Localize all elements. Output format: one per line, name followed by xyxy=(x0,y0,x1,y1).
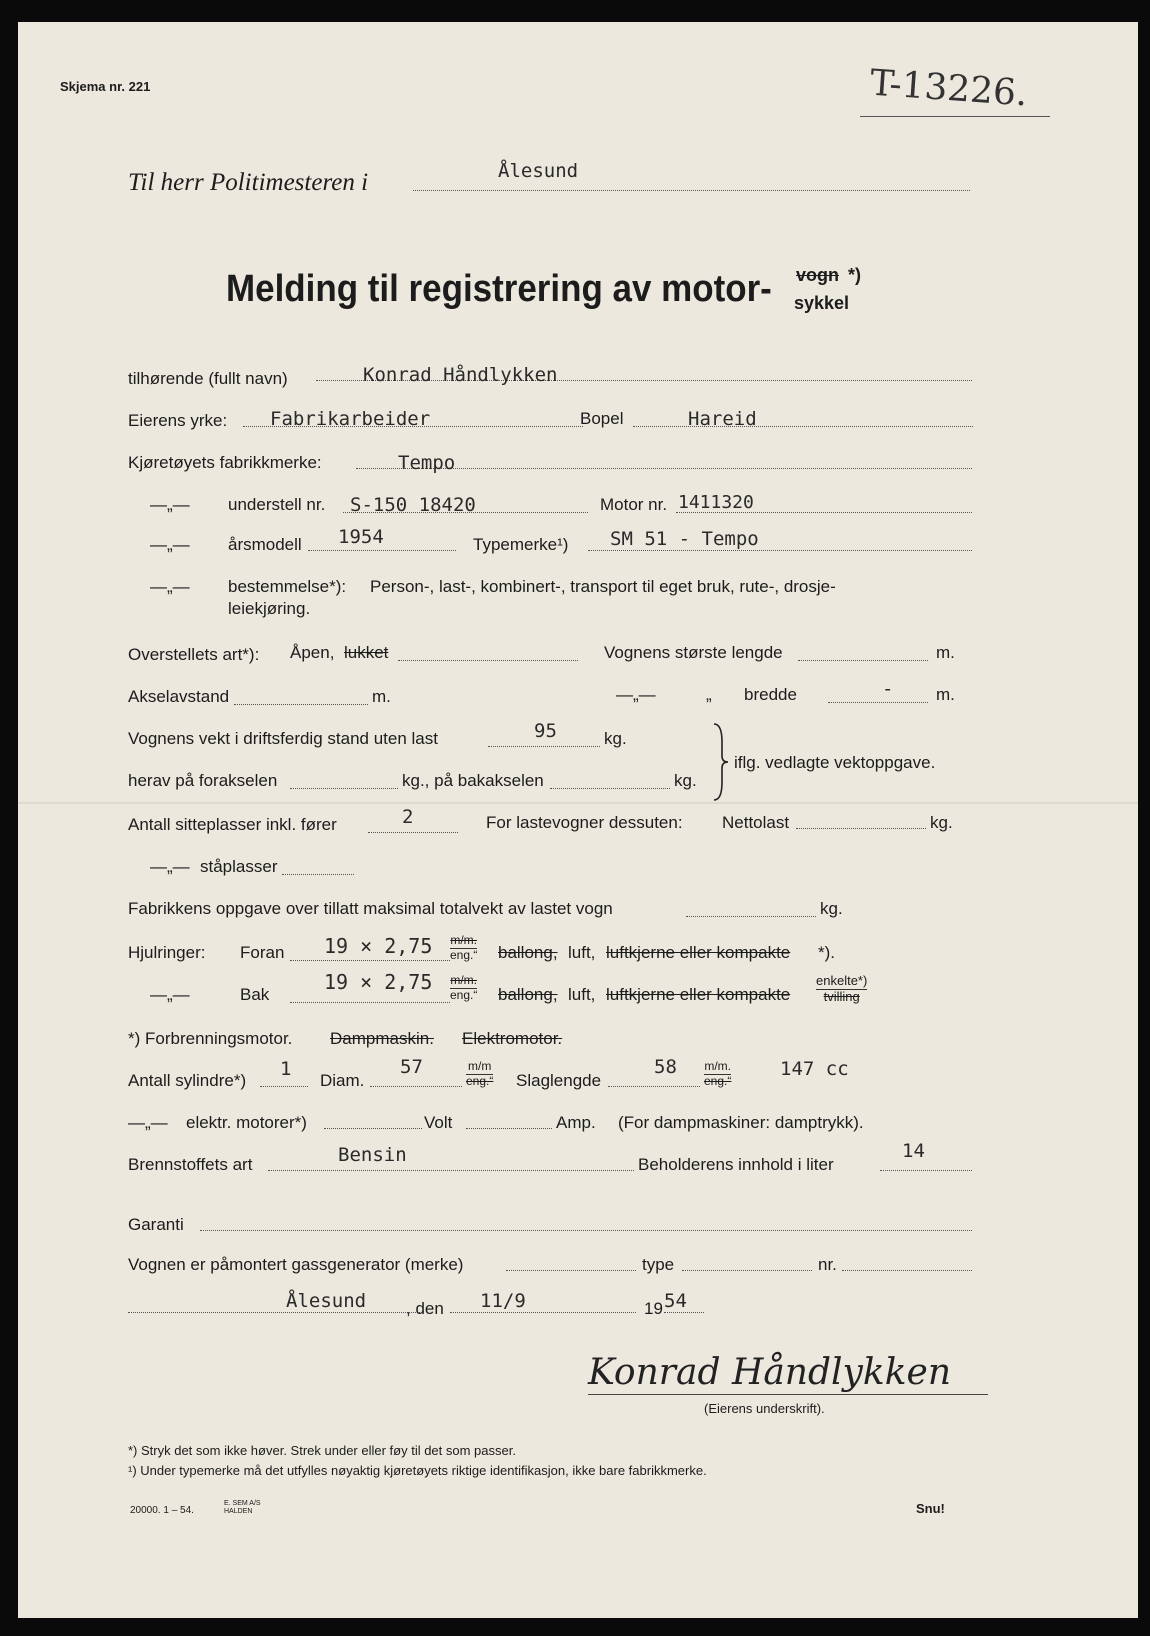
diameter-label: Diam. xyxy=(320,1071,365,1090)
body-open[interactable]: Åpen, xyxy=(290,643,335,662)
owner-value[interactable]: Konrad Håndlykken xyxy=(363,364,558,386)
stroke-unit: m/m. eng.“ xyxy=(704,1059,732,1088)
rear-axle-unit: kg. xyxy=(674,771,697,790)
warranty-label: Garanti xyxy=(128,1215,184,1234)
motor-value[interactable]: 1411320 xyxy=(678,492,754,513)
front-tire-label: Foran xyxy=(240,943,285,962)
ditto-mark: —„— xyxy=(150,535,190,554)
rear-axle-line xyxy=(550,788,670,789)
rear-tire-value[interactable]: 19 × 2,75 xyxy=(324,970,433,994)
standing-line xyxy=(282,874,354,875)
amp-label: Amp. xyxy=(556,1113,596,1132)
cylinders-label: Antall sylindre*) xyxy=(128,1071,247,1090)
engine-type-label[interactable]: *) Forbrenningsmotor. xyxy=(128,1029,293,1048)
volt-line xyxy=(466,1128,552,1129)
rear-tire-solid[interactable]: luftkjerne eller kompakte xyxy=(606,985,791,1004)
length-line xyxy=(798,660,928,661)
gas-type-label: type xyxy=(642,1255,675,1274)
printer-imprint: E. SEM A/S HALDEN xyxy=(224,1500,261,1515)
front-axle-label: herav på forakselen xyxy=(128,771,278,790)
tank-line xyxy=(880,1170,972,1171)
motor-label: Motor nr. xyxy=(600,495,668,514)
stroke-line xyxy=(608,1086,700,1087)
ditto-mark: —„— xyxy=(150,577,190,596)
displacement-value[interactable]: 147 cc xyxy=(780,1058,849,1080)
rear-tire-air[interactable]: luft, xyxy=(568,985,596,1004)
ditto-mark: —„— xyxy=(150,985,190,1004)
rear-tire-balloon[interactable]: ballong, xyxy=(498,985,558,1004)
standing-label: ståplasser xyxy=(200,857,278,876)
make-value[interactable]: Tempo xyxy=(398,452,456,474)
gas-generator-line xyxy=(506,1270,636,1271)
signature-label: (Eierens underskrift). xyxy=(704,1401,825,1416)
seats-value[interactable]: 2 xyxy=(402,806,414,828)
front-tire-solid[interactable]: luftkjerne eller kompakte xyxy=(606,943,791,962)
reference-underline xyxy=(860,116,1050,117)
reference-note: T-13226. xyxy=(868,62,1029,115)
owner-label: tilhørende (fullt navn) xyxy=(128,369,288,388)
occupation-value[interactable]: Fabrikarbeider xyxy=(270,408,431,430)
body-label: Overstellets art*): xyxy=(128,645,260,664)
residence-label: Bopel xyxy=(580,409,624,428)
fuel-value[interactable]: Bensin xyxy=(338,1144,407,1166)
net-load-label: Nettolast xyxy=(722,813,790,832)
year-suffix[interactable]: 54 xyxy=(664,1290,687,1312)
weight-line xyxy=(488,746,600,747)
max-weight-label: Fabrikkens oppgave over tillatt maksimal totalvekt av lastet vogn xyxy=(128,899,613,918)
date-label: , den xyxy=(406,1299,444,1318)
type-value[interactable]: SM 51 - Tempo xyxy=(610,528,759,550)
fuel-label: Brennstoffets art xyxy=(128,1155,253,1174)
tires-label: Hjulringer: xyxy=(128,943,206,962)
wheelbase-line xyxy=(234,704,368,705)
warranty-line xyxy=(200,1230,972,1231)
recipient-value[interactable]: Ålesund xyxy=(498,160,579,182)
recipient-label: Til herr Politimesteren i xyxy=(128,169,369,196)
title-sykkel: sykkel xyxy=(794,293,850,313)
body-line xyxy=(398,660,578,661)
front-tire-unit: m/m. eng.“ xyxy=(450,933,478,962)
year-label: årsmodell xyxy=(228,535,302,554)
max-weight-unit: kg. xyxy=(820,899,843,918)
tank-value[interactable]: 14 xyxy=(902,1140,925,1162)
date-value[interactable]: 11/9 xyxy=(480,1290,526,1312)
wheelbase-label: Akselavstand xyxy=(128,687,230,706)
width-line xyxy=(828,702,928,703)
residence-line xyxy=(633,426,973,427)
diameter-unit: m/m eng.“ xyxy=(466,1059,494,1088)
rear-tire-mounting: enkelte*) tvilling xyxy=(816,973,868,1004)
year-prefix: 19 xyxy=(644,1299,663,1318)
rear-tire-unit: m/m. eng.“ xyxy=(450,973,478,1002)
form-title: Melding til registrering av motor- xyxy=(226,268,772,310)
front-tire-note: *). xyxy=(818,943,835,962)
ditto-mark: —„— xyxy=(150,857,190,876)
rear-tire-label: Bak xyxy=(240,985,270,1004)
purpose-label: bestemmelse*): xyxy=(228,577,347,596)
type-line xyxy=(588,550,972,551)
volt-label: Volt xyxy=(424,1113,453,1132)
gas-nr-line xyxy=(842,1270,972,1271)
fuel-line xyxy=(268,1170,634,1171)
width-unit: m. xyxy=(936,685,955,704)
weight-reference: iflg. vedlagte vektoppgave. xyxy=(734,753,936,772)
max-weight-line xyxy=(686,916,816,917)
gas-generator-label: Vognen er påmontert gassgenerator (merke) xyxy=(128,1255,464,1274)
width-label: bredde xyxy=(744,685,797,704)
ditto-mark: —„— xyxy=(616,685,656,704)
signature-line xyxy=(588,1394,988,1395)
diameter-line xyxy=(370,1086,462,1087)
form-sheet xyxy=(18,22,1138,1618)
ditto-mark: —„— xyxy=(150,495,190,514)
cylinders-value[interactable]: 1 xyxy=(280,1058,292,1080)
turn-over-note: Snu! xyxy=(916,1501,945,1516)
cargo-label: For lastevogner dessuten: xyxy=(486,813,683,832)
type-label: Typemerke¹) xyxy=(473,535,569,554)
front-tire-line xyxy=(290,960,450,961)
body-closed[interactable]: lukket xyxy=(344,643,389,662)
width-value[interactable]: - xyxy=(882,678,894,700)
year-line xyxy=(308,550,456,551)
footnote-1: *) Stryk det som ikke høver. Strek under eller føy til det som passer. xyxy=(128,1443,516,1458)
make-label: Kjøretøyets fabrikkmerke: xyxy=(128,453,322,472)
weight-label: Vognens vekt i driftsferdig stand uten last xyxy=(128,729,438,748)
electric-motors-label: elektr. motorer*) xyxy=(186,1113,307,1132)
year-line xyxy=(664,1312,704,1313)
purpose-options-line2[interactable]: leiekjøring. xyxy=(228,599,311,618)
year-value[interactable]: 1954 xyxy=(338,526,384,548)
net-load-line xyxy=(796,828,926,829)
weight-value[interactable]: 95 xyxy=(534,720,557,742)
front-tire-value[interactable]: 19 × 2,75 xyxy=(324,934,433,958)
residence-value[interactable]: Hareid xyxy=(688,408,757,430)
seats-line xyxy=(368,832,458,833)
stroke-value[interactable]: 58 xyxy=(654,1056,677,1078)
rear-axle-label: kg., på bakakselen xyxy=(402,771,544,790)
net-load-unit: kg. xyxy=(930,813,953,832)
front-tire-air[interactable]: luft, xyxy=(568,943,596,962)
width-ditto: „ xyxy=(706,685,712,704)
wheelbase-unit: m. xyxy=(372,687,391,706)
cylinders-line xyxy=(260,1086,308,1087)
date-line xyxy=(450,1312,636,1313)
engine-electric[interactable]: Elektromotor. xyxy=(462,1029,563,1048)
form-number: Skjema nr. 221 xyxy=(60,79,151,94)
purpose-options-line1[interactable]: Person-, last-, kombinert-, transport til eget bruk, rute-, drosje- xyxy=(370,577,836,596)
footnote-2: ¹) Under typemerke må det utfylles nøyaktig kjøretøyets riktige identifikasjon, ikke bare fabrikkmerke. xyxy=(128,1463,707,1478)
place-value[interactable]: Ålesund xyxy=(286,1290,367,1312)
steam-pressure-note: (For dampmaskiner: damptrykk). xyxy=(618,1113,864,1132)
print-info: 20000. 1 – 54. xyxy=(130,1505,194,1516)
gas-type-line xyxy=(682,1270,812,1271)
diameter-value[interactable]: 57 xyxy=(400,1056,423,1078)
recipient-line xyxy=(413,190,970,191)
place-line xyxy=(128,1312,420,1313)
chassis-value[interactable]: S-150 18420 xyxy=(350,494,476,516)
title-vogn: vogn xyxy=(796,265,839,285)
title-vogn-mark: *) xyxy=(848,265,861,285)
stroke-label: Slaglengde xyxy=(516,1071,602,1090)
length-unit: m. xyxy=(936,643,955,662)
front-axle-line xyxy=(290,788,398,789)
seats-label: Antall sitteplasser inkl. fører xyxy=(128,815,337,834)
owner-signature: Konrad Håndlykken xyxy=(588,1352,952,1393)
occupation-label: Eierens yrke: xyxy=(128,411,228,430)
rear-tire-line xyxy=(290,1002,450,1003)
weight-unit: kg. xyxy=(604,729,627,748)
brace-icon xyxy=(710,722,730,802)
ditto-mark: —„— xyxy=(128,1113,168,1132)
chassis-label: understell nr. xyxy=(228,495,326,514)
gas-nr-label: nr. xyxy=(818,1255,837,1274)
electric-motors-line xyxy=(324,1128,422,1129)
front-tire-balloon[interactable]: ballong, xyxy=(498,943,558,962)
length-label: Vognens største lengde xyxy=(604,643,783,662)
engine-steam[interactable]: Dampmaskin. xyxy=(330,1029,434,1048)
tank-label: Beholderens innhold i liter xyxy=(638,1155,834,1174)
